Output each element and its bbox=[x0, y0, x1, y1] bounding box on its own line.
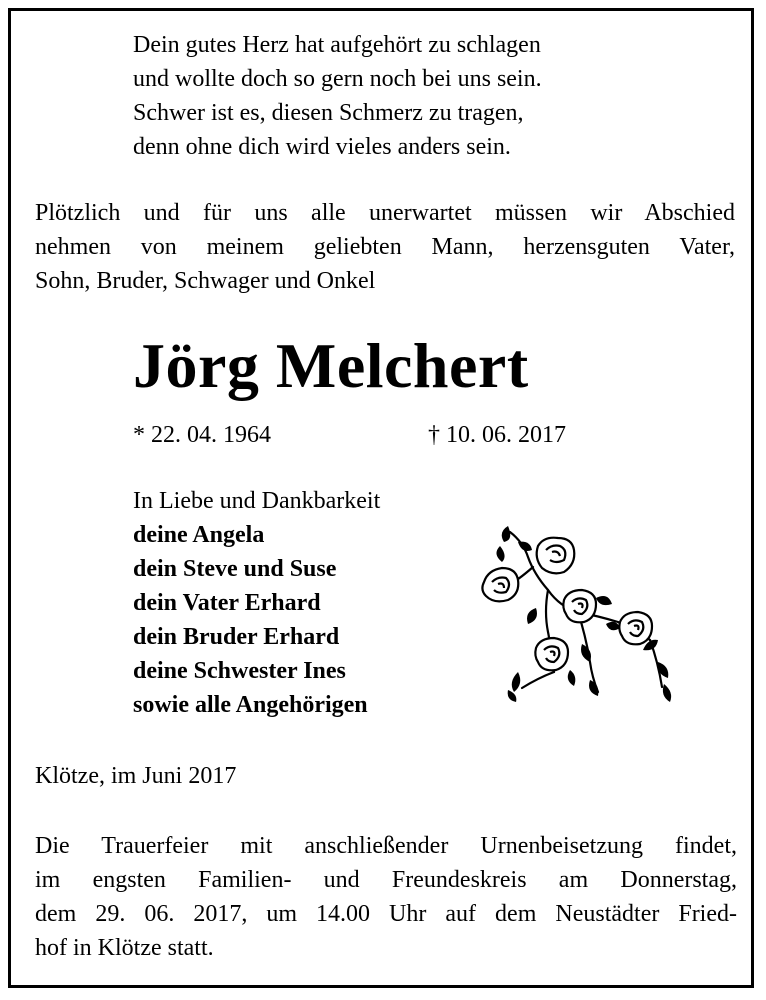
service-line: dem 29. 06. 2017, um 14.00 Uhr auf dem Neustädter Fried- bbox=[35, 901, 737, 927]
poem-line: Schwer ist es, diesen Schmerz zu tragen, bbox=[133, 100, 524, 126]
poem-line: denn ohne dich wird vieles anders sein. bbox=[133, 134, 511, 160]
announcement-line: Sohn, Bruder, Schwager und Onkel bbox=[35, 268, 376, 294]
mourners-list bbox=[133, 484, 380, 722]
roses-drawing-icon bbox=[478, 512, 688, 702]
mourner: deine Schwester Ines bbox=[133, 658, 346, 684]
mourner: dein Vater Erhard bbox=[133, 590, 321, 616]
mourner: deine Angela bbox=[133, 522, 265, 548]
mourner: sowie alle Angehörigen bbox=[133, 692, 368, 718]
service-line: hof in Klötze statt. bbox=[35, 935, 214, 961]
poem-line: und wollte doch so gern noch bei uns sein. bbox=[133, 66, 542, 92]
service-line: im engsten Familien- und Freundeskreis am Donnerstag, bbox=[35, 867, 737, 893]
service-line: Die Trauerfeier mit anschließender Urnenbeisetzung findet, bbox=[35, 833, 737, 859]
announcement-line: Plötzlich und für uns alle unerwartet müssen wir Abschied bbox=[35, 200, 735, 226]
announcement-line: nehmen von meinem geliebten Mann, herzensguten Vater, bbox=[35, 234, 735, 260]
birth-date: * 22. 04. 1964 bbox=[133, 422, 271, 448]
mourners-intro: In Liebe und Dankbarkeit bbox=[133, 488, 381, 514]
death-date: † 10. 06. 2017 bbox=[428, 422, 566, 448]
poem-line: Dein gutes Herz hat aufgehört zu schlagen bbox=[133, 32, 541, 58]
poem bbox=[133, 28, 542, 164]
place-and-date: Klötze, im Juni 2017 bbox=[35, 763, 237, 789]
funeral-service-info bbox=[35, 829, 737, 965]
mourner: dein Steve und Suse bbox=[133, 556, 337, 582]
mourner: dein Bruder Erhard bbox=[133, 624, 340, 650]
announcement-text bbox=[35, 196, 735, 298]
deceased-name: Jörg Melchert bbox=[133, 330, 529, 401]
